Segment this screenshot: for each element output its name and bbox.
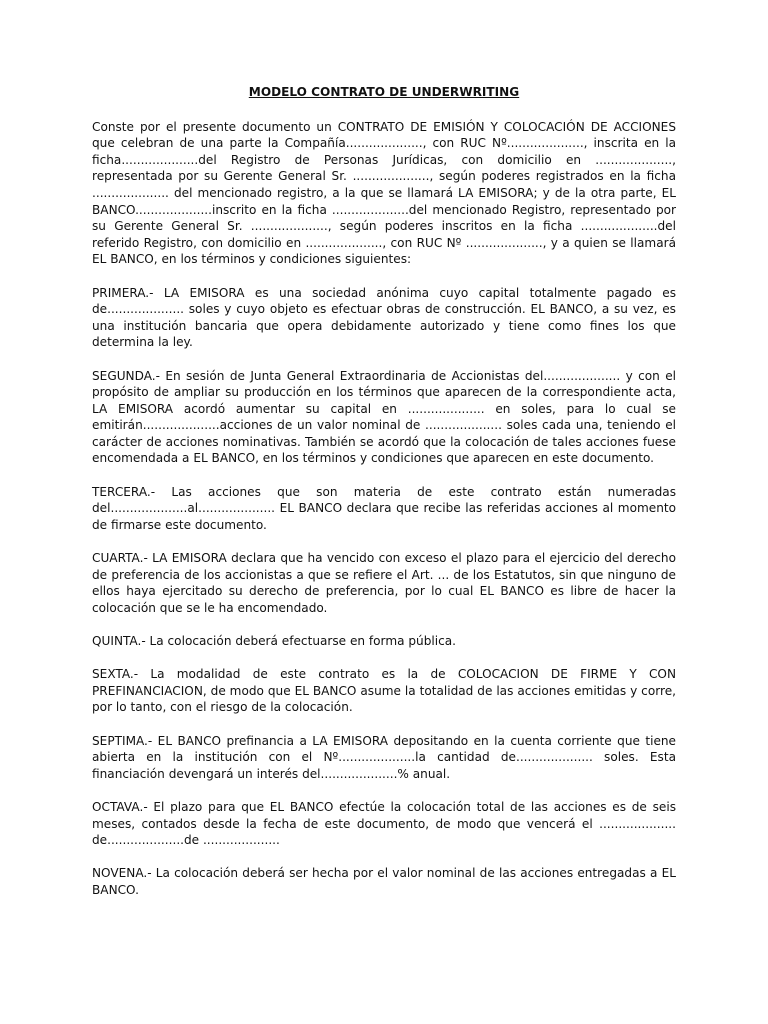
paragraph-tercera: TERCERA.- Las acciones que son materia de este contrato están numeradas del....................al.................... EL BANCO declara que recibe las referidas acciones al momento de firmarse este documento. bbox=[92, 484, 676, 532]
paragraph-octava: OCTAVA.- El plazo para que EL BANCO efectúe la colocación total de las acciones es de seis meses, contados desde la fecha de este documento, de modo que vencerá el .................... de....................de .................... bbox=[92, 799, 676, 848]
paragraph-septima: SEPTIMA.- EL BANCO prefinancia a LA EMISORA depositando en la cuenta corriente que tiene abierta en la institución con el Nº....................la cantidad de.................... soles. Esta financiación devengará un interés del....................% anual. bbox=[92, 733, 676, 781]
paragraph-segunda: SEGUNDA.- En sesión de Junta General Extraordinaria de Accionistas del.................... y con el propósito de ampliar su producción en los términos que aparecen de la correspondiente acta, LA EMISORA acordó aumentar su capital en .................... en soles, para lo cual se emitirán....................acciones de un valor nominal de .................... soles cada una, teniendo el carácter de acciones nominativas. También se acordó que la colocación de tales acciones fuese encomendada a EL BANCO, en los términos y condiciones que aparecen en este documento. bbox=[92, 368, 676, 466]
paragraph-quinta: QUINTA.- La colocación deberá efectuarse en forma pública. bbox=[92, 634, 456, 648]
paragraph-novena: NOVENA.- La colocación deberá ser hecha por el valor nominal de las acciones entregadas a EL BANCO. bbox=[92, 866, 676, 897]
document-page bbox=[92, 84, 676, 915]
paragraph-preamble: Conste por el presente documento un CONTRATO DE EMISIÓN Y COLOCACIÓN DE ACCIONES que celebran de una parte la Compañía...................., con RUC Nº...................., inscrita en la ficha....................del Registro de Personas Jurídicas, con domicilio en ...................., representada por su Gerente General Sr. ...................., según poderes registrados en la ficha .................... del mencionado registro, a la que se llamará LA EMISORA; y de la otra parte, EL BANCO....................inscrito en la ficha ....................del mencionado Registro, representado por su Gerente General Sr. ...................., según poderes inscritos en la ficha ....................del referido Registro, con domicilio en ...................., con RUC Nº ...................., y a quien se llamará EL BANCO, en los términos y condiciones siguientes: bbox=[92, 119, 676, 267]
paragraph-primera: PRIMERA.- LA EMISORA es una sociedad anónima cuyo capital totalmente pagado es de.................... soles y cuyo objeto es efectuar obras de construcción. EL BANCO, a su vez, es una institución bancaria que opera debidamente autorizado y tiene como fines los que determina la ley. bbox=[92, 285, 676, 350]
document-title: MODELO CONTRATO DE UNDERWRITING bbox=[248, 85, 520, 99]
paragraph-cuarta: CUARTA.- LA EMISORA declara que ha vencido con exceso el plazo para el ejercicio del derecho de preferencia de los accionistas a que se refiere el Art. ... de los Estatutos, sin que ninguno de ellos haya ejercitado su derecho de preferencia, por lo cual EL BANCO es libre de hacer la colocación que se le ha encomendado. bbox=[92, 551, 676, 615]
paragraph-sexta: SEXTA.- La modalidad de este contrato es la de COLOCACION DE FIRME Y CON PREFINANCIACION, de modo que EL BANCO asume la totalidad de las acciones emitidas y corre, por lo tanto, con el riesgo de la colocación. bbox=[92, 667, 676, 715]
